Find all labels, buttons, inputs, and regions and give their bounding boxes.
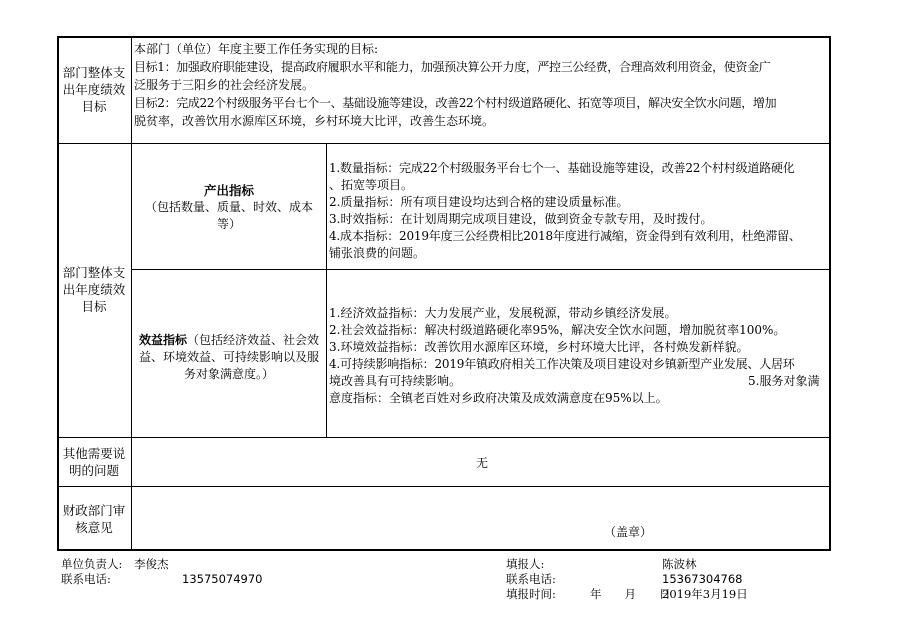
overall-goal-label: 部门整体支出年度绩效目标 (62, 65, 126, 114)
benefit-line: 3.环境效益指标：改善饮用水源库区环境，乡村环境大比评，各村焕发新样貌。 (329, 340, 749, 354)
benefit-line: 5.服务对象满 (748, 374, 820, 388)
benefit-indicator-cell (136, 332, 322, 383)
unit-head-label: 单位负责人: (61, 557, 123, 571)
date-ymd: 年 月 日 (590, 587, 671, 601)
benefit-indicator-desc: （包括经济效益、社会效益、环境效益、可持续影响以及服务对象满意度。） (138, 333, 320, 381)
benefit-indicator-title: 效益指标 (138, 333, 187, 347)
phone-value-right: 15367304768 (662, 572, 743, 586)
benefit-line: 2.社会效益指标：解决村级道路硬化率95%，解决安全饮水问题，增加脱贫率100%。 (329, 323, 786, 337)
seal-placeholder: （盖章） (604, 525, 653, 539)
date-value: 2019年3月19日 (662, 587, 748, 601)
row-divider (57, 143, 831, 144)
output-line: 、拓宽等项目。 (329, 178, 414, 192)
output-line: 1.数量指标：完成22个村级服务平台七个一、基础设施等建设，改善22个村村级道路硬化 (329, 161, 795, 175)
output-indicator-title: 产出指标 (203, 183, 254, 198)
col-divider (326, 143, 327, 437)
phone-value-left: 13575074970 (182, 572, 263, 586)
finance-review-label: 财政部门审核意见 (62, 503, 126, 535)
output-line: 铺张浪费的问题。 (329, 246, 426, 260)
phone-label-left: 联系电话: (61, 572, 111, 586)
phone-label-right: 联系电话: (506, 572, 556, 586)
benefit-line: 意度指标：全镇老百姓对乡政府决策及成效满意度在95%以上。 (329, 391, 668, 405)
unit-head-value: 李俊杰 (134, 557, 169, 571)
output-indicator-desc: （包括数量、质量、时效、成本等） (144, 200, 313, 231)
goal-line: 脱贫率，改善饮用水源库区环境，乡村环境大比评，改善生态环境。 (134, 114, 495, 128)
other-issues-value: 无 (476, 456, 489, 470)
goal-line: 目标1：加强政府职能建设，提高政府履职水平和能力，加强预决算公开力度，严控三公经费，合理高效利用资金，使资金广 (134, 60, 771, 74)
benefit-line: 4.可持续影响指标：2019年镇政府相关工作决策及项目建设对乡镇新型产业发展、人居环 (329, 357, 795, 371)
goal-line: 泛服务于三阳乡的社会经济发展。 (134, 78, 315, 92)
row-divider (57, 437, 831, 438)
benefit-line: 境改善具有可持续影响。 (329, 374, 462, 388)
row-divider (57, 486, 831, 487)
filler-value: 陈波林 (662, 557, 697, 571)
other-issues-label: 其他需要说明的问题 (62, 446, 126, 478)
output-line: 4.成本指标：2019年度三公经费相比2018年度进行减缩，资金得到有效利用，杜绝滞留、 (329, 229, 801, 243)
filler-label: 填报人: (506, 557, 545, 571)
goal-line: 本部门（单位）年度主要工作任务实现的目标: (134, 42, 379, 56)
goal-line: 目标2：完成22个村级服务平台七个一、基础设施等建设，改善22个村村级道路硬化、拓宽等项目，解决安全饮水问题，增加 (134, 96, 777, 110)
output-line: 3.时效指标：在计划周期完成项目建设，做到资金专款专用，及时拨付。 (329, 212, 713, 226)
performance-label: 部门整体支出年度绩效目标 (62, 265, 126, 314)
col-divider (131, 36, 132, 551)
row-divider (131, 269, 831, 270)
output-indicator-cell (136, 182, 322, 233)
output-line: 2.质量指标：所有项目建设均达到合格的建设质量标准。 (329, 195, 629, 209)
date-label: 填报时间: (506, 587, 556, 601)
benefit-line: 1.经济效益指标：大力发展产业，发展税源，带动乡镇经济发展。 (329, 306, 677, 320)
